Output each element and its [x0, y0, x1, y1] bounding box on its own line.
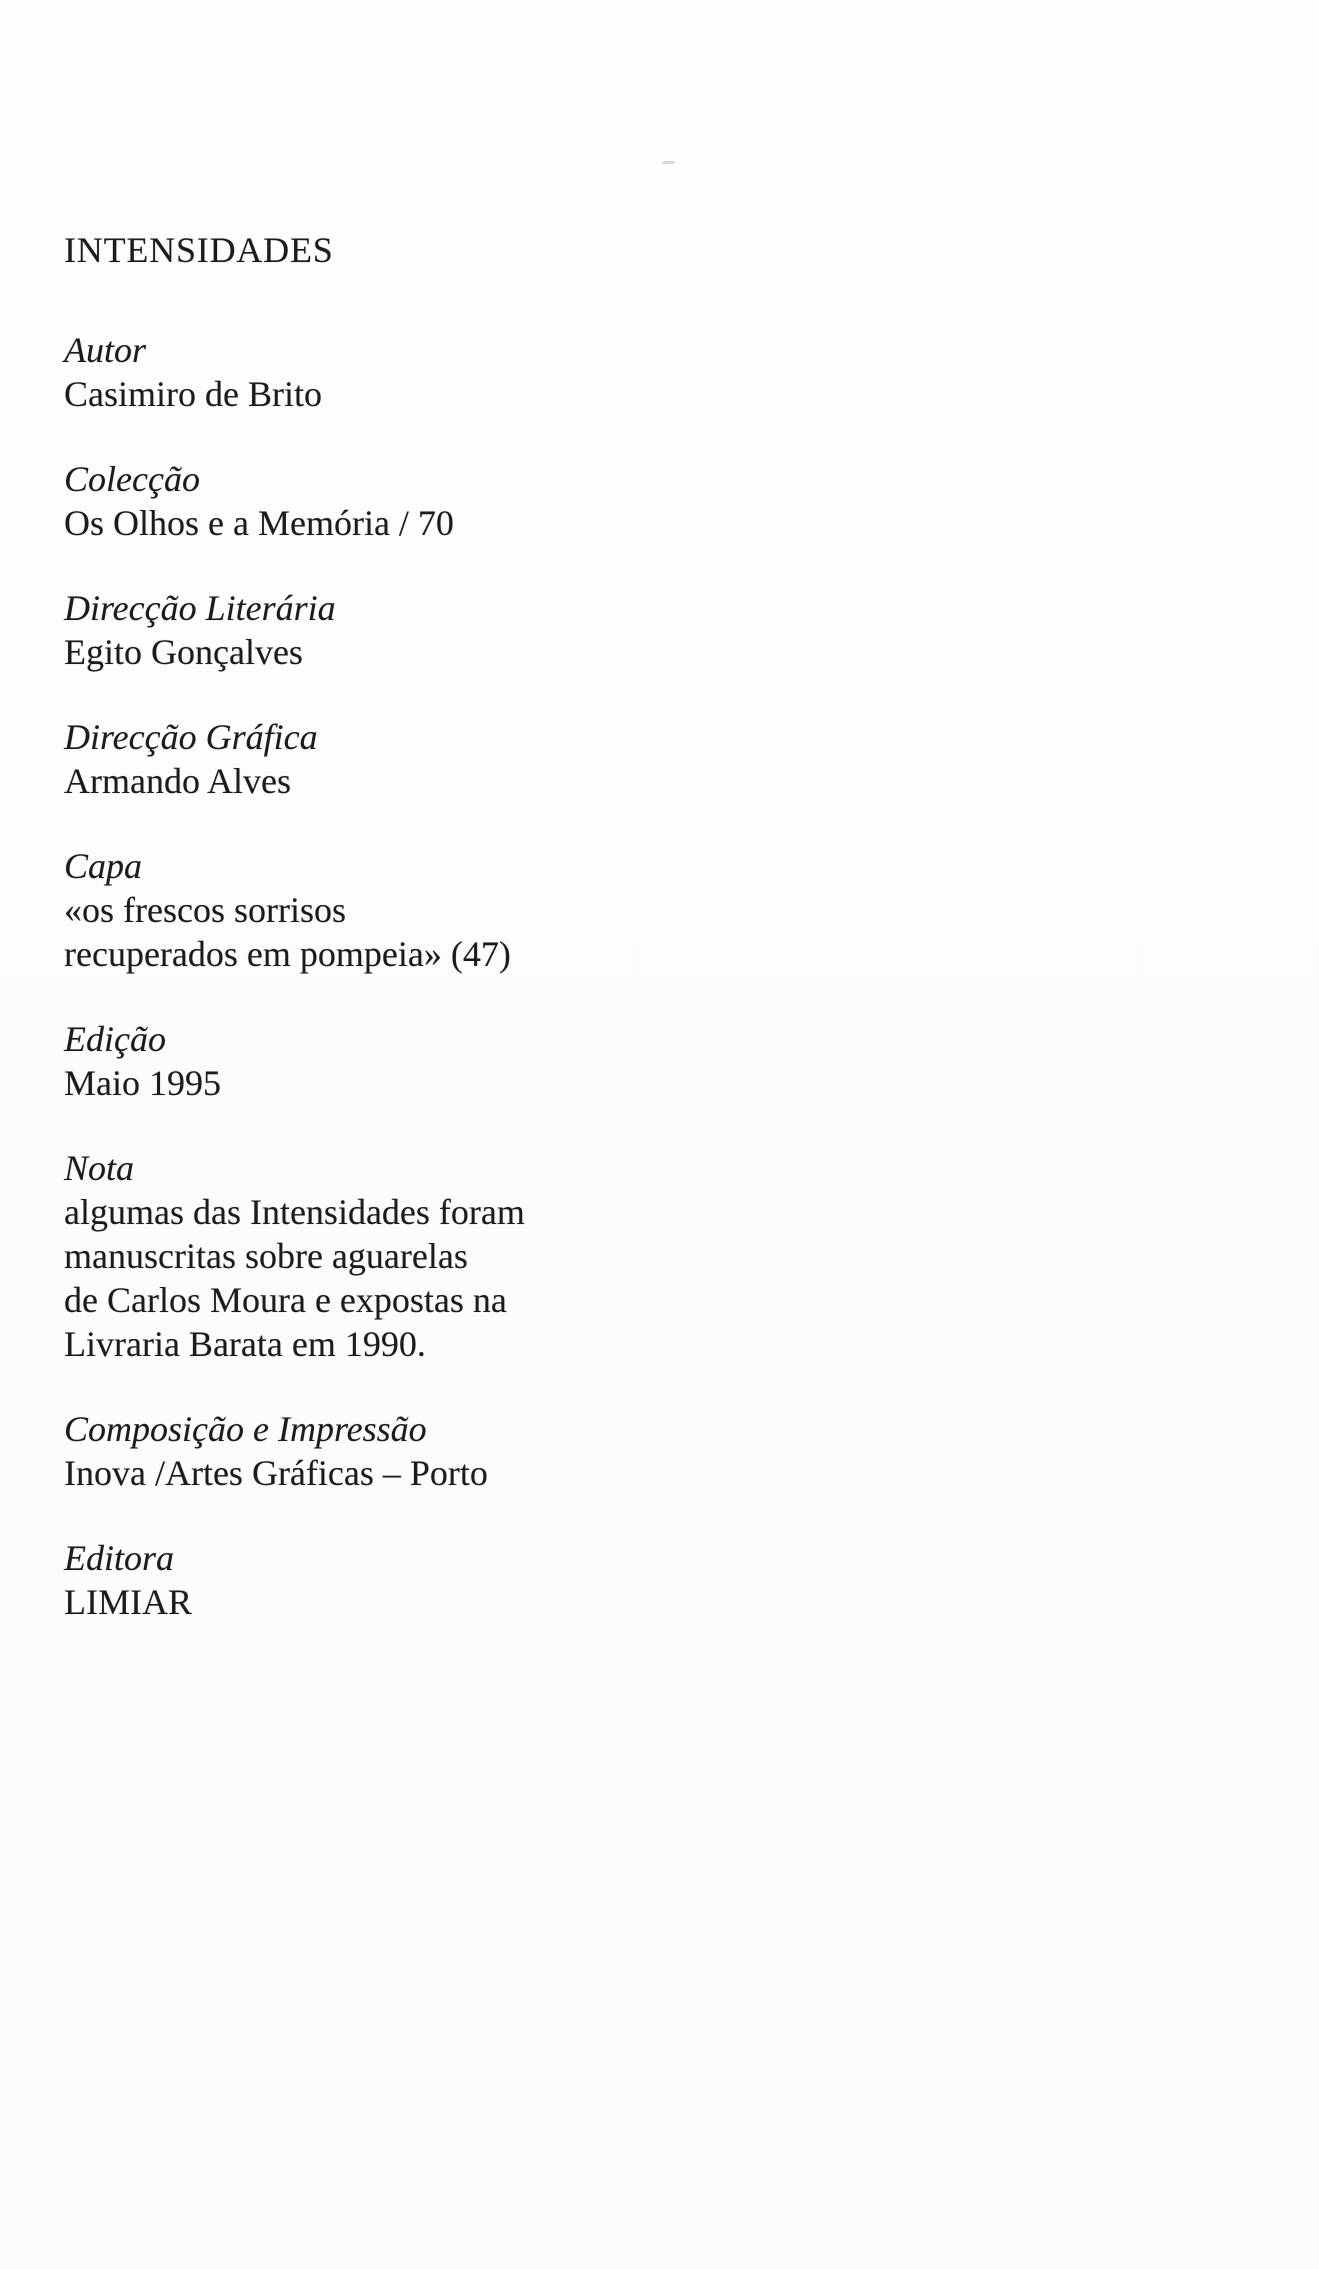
- section-line: «os frescos sorrisos: [64, 890, 346, 930]
- section-editora: [64, 1536, 624, 1624]
- section-line: Casimiro de Brito: [64, 374, 322, 414]
- section-line: recuperados em pompeia» (47): [64, 934, 511, 974]
- section-line: Egito Gonçalves: [64, 632, 303, 672]
- book-title: INTENSIDADES: [64, 230, 334, 270]
- section-autor: [64, 328, 624, 416]
- section-composicao-impressao: [64, 1407, 624, 1495]
- section-direccao-grafica: [64, 715, 624, 803]
- section-label: Capa: [64, 846, 143, 886]
- section-line: Armando Alves: [64, 761, 291, 801]
- section-direccao-literaria: [64, 586, 624, 674]
- section-label: Direcção Gráfica: [64, 717, 318, 757]
- section-line: de Carlos Moura e expostas na: [64, 1280, 507, 1320]
- section-line: manuscritas sobre aguarelas: [64, 1236, 468, 1276]
- section-nota: [64, 1146, 624, 1366]
- section-edicao: [64, 1017, 624, 1105]
- section-line: Inova /Artes Gráficas – Porto: [64, 1453, 488, 1493]
- section-label: Editora: [64, 1538, 175, 1578]
- section-label: Direcção Literária: [64, 588, 336, 628]
- section-label: Composição e Impressão: [64, 1409, 427, 1449]
- colophon-content: [64, 228, 624, 1665]
- section-label: Autor: [64, 330, 147, 370]
- section-line: Livraria Barata em 1990.: [64, 1324, 426, 1364]
- section-line: algumas das Intensidades foram: [64, 1192, 525, 1232]
- section-label: Nota: [64, 1148, 135, 1188]
- section-line: Os Olhos e a Memória / 70: [64, 503, 454, 543]
- scan-artifact-speck: [662, 161, 675, 164]
- section-line: Maio 1995: [64, 1063, 221, 1103]
- section-label: Edição: [64, 1019, 166, 1059]
- section-capa: [64, 844, 624, 976]
- section-coleccao: [64, 457, 624, 545]
- section-label: Colecção: [64, 459, 200, 499]
- section-line: LIMIAR: [64, 1582, 192, 1622]
